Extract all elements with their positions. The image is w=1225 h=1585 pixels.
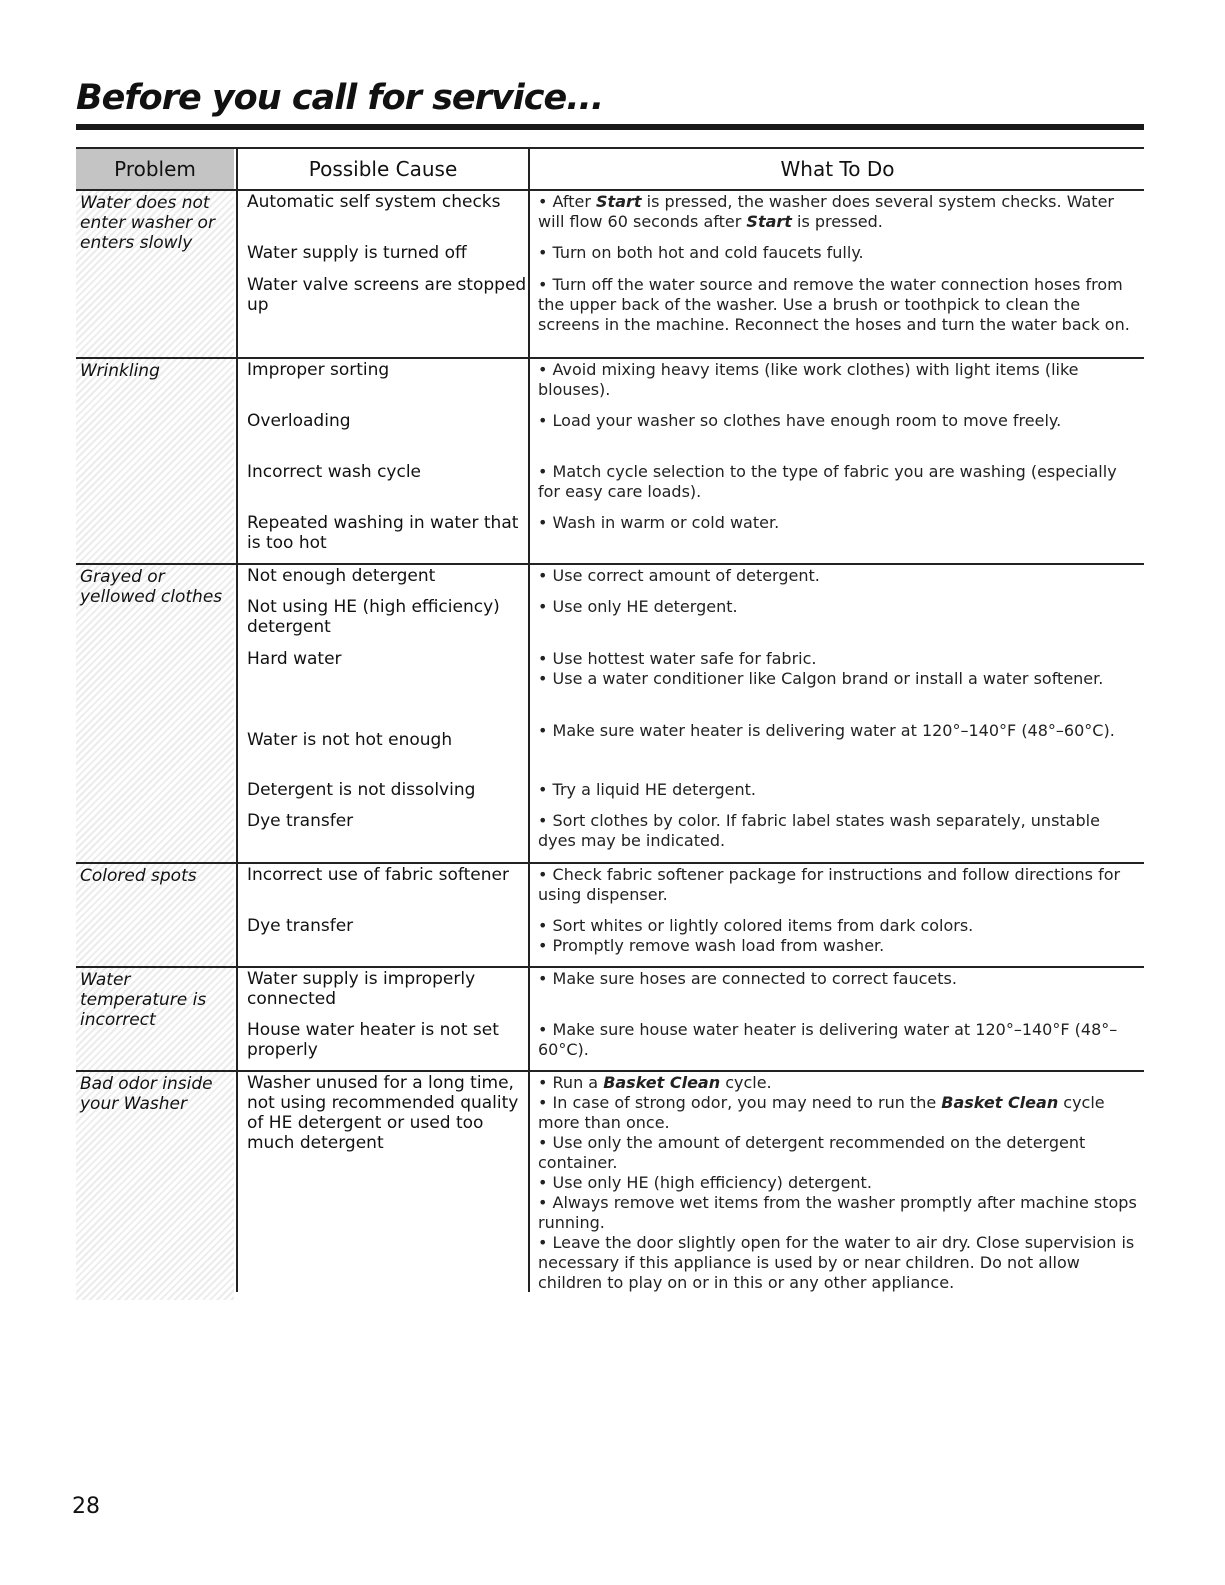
todo-text: • Check fabric softener package for instructions and follow directions for using dispenser.	[538, 865, 1121, 904]
header-what-to-do: What To Do	[780, 157, 895, 181]
cause-text: Hard water	[247, 649, 342, 669]
table-row	[76, 1019, 1144, 1069]
problem-group	[76, 565, 1144, 864]
problem-label: Colored spots	[80, 866, 197, 886]
problem-label: Water does not enter washer or enters slowly	[80, 193, 215, 253]
problem-label: Grayed or yellowed clothes	[80, 567, 223, 607]
keyword-text: Basket Clean	[941, 1093, 1059, 1112]
cause-text: Water valve screens are stopped up	[247, 275, 527, 315]
todo-text: • Sort whites or lightly colored items from dark colors. • Promptly remove wash load from washer.	[538, 916, 974, 955]
table-row	[76, 410, 1144, 460]
page-number: 28	[72, 1494, 100, 1519]
table-row	[76, 1072, 1144, 1298]
cause-text: House water heater is not set properly	[247, 1020, 499, 1060]
todo-text: • After Start is pressed, the washer does several system checks. Water will flow 60 seconds after Start is pressed.	[538, 192, 1114, 231]
todo-text: • Make sure water heater is delivering water at 120°–140°F (48°–60°C).	[538, 721, 1115, 740]
table-row	[76, 779, 1144, 809]
cause-text: Washer unused for a long time, not using recommended quality of HE detergent or used too much detergent	[247, 1073, 519, 1153]
problem-label: Water temperature is incorrect	[80, 970, 207, 1030]
todo-text: • Avoid mixing heavy items (like work clothes) with light items (like blouses).	[538, 360, 1079, 399]
todo-text: • Load your washer so clothes have enough room to move freely.	[538, 411, 1062, 430]
table-row	[76, 596, 1144, 646]
cause-text: Water supply is improperly connected	[247, 969, 476, 1009]
table-row	[76, 720, 1144, 770]
todo-text: • Make sure hoses are connected to correct faucets.	[538, 969, 957, 988]
todo-text: • Turn on both hot and cold faucets fully.	[538, 243, 864, 262]
problem-group	[76, 968, 1144, 1072]
header-problem: Problem	[76, 149, 234, 189]
todo-text: • Use hottest water safe for fabric. • Use a water conditioner like Calgon brand or install a water softener.	[538, 649, 1104, 688]
todo-text: • Run a Basket Clean cycle. • In case of strong odor, you may need to run the Basket Clean cycle more than once. • Use only the amount of detergent recommended on the detergent container. • Use only HE (high efficiency) detergent. • Always remove wet items from the washer promptly after machine stops running. • Leave the door slightly open for the water to air dry. Close supervision is necessary if this appliance is used by or near children. Do not allow children to play on or in this or any other appliance.	[538, 1073, 1137, 1292]
page-title: Before you call for service...	[76, 78, 604, 118]
table-row	[76, 810, 1144, 860]
todo-text: • Wash in warm or cold water.	[538, 513, 780, 532]
table-row	[76, 565, 1144, 595]
todo-text: • Match cycle selection to the type of fabric you are washing (especially for easy care loads).	[538, 462, 1117, 501]
table-row	[76, 915, 1144, 965]
troubleshooting-table	[76, 147, 1144, 1300]
cause-text: Incorrect wash cycle	[247, 462, 422, 482]
keyword-text: Start	[596, 192, 642, 211]
problem-label: Wrinkling	[80, 361, 160, 381]
problem-group	[76, 359, 1144, 565]
cause-text: Repeated washing in water that is too hot	[247, 513, 519, 553]
title-rule	[76, 124, 1144, 130]
table-row	[76, 968, 1144, 1018]
cause-text: Dye transfer	[247, 811, 354, 831]
table-header	[76, 147, 1144, 191]
table-row	[76, 648, 1144, 708]
problem-group	[76, 864, 1144, 968]
table-row	[76, 864, 1144, 914]
keyword-text: Basket Clean	[603, 1073, 721, 1092]
todo-text: • Make sure house water heater is delivering water at 120°–140°F (48°–60°C).	[538, 1020, 1118, 1059]
keyword-text: Start	[746, 212, 792, 231]
table-row	[76, 359, 1144, 409]
table-row	[76, 274, 1144, 356]
cause-text: Detergent is not dissolving	[247, 780, 476, 800]
table-row	[76, 191, 1144, 241]
problem-group	[76, 1072, 1144, 1300]
todo-text: • Use correct amount of detergent.	[538, 566, 820, 585]
cause-text: Water supply is turned off	[247, 243, 467, 263]
cause-text: Overloading	[247, 411, 351, 431]
todo-text: • Turn off the water source and remove the water connection hoses from the upper back of the washer. Use a brush or toothpick to clean the screens in the machine. Reconnect the hoses and turn the water back on.	[538, 275, 1130, 334]
todo-text: • Use only HE detergent.	[538, 597, 738, 616]
cause-text: Incorrect use of fabric softener	[247, 865, 509, 885]
cause-text: Automatic self system checks	[247, 192, 501, 212]
table-row	[76, 242, 1144, 272]
problem-group	[76, 191, 1144, 359]
cause-text: Not enough detergent	[247, 566, 436, 586]
cause-text: Improper sorting	[247, 360, 390, 380]
table-row	[76, 512, 1144, 562]
cause-text: Not using HE (high efficiency) detergent	[247, 597, 500, 637]
todo-text: • Try a liquid HE detergent.	[538, 780, 756, 799]
cause-text: Dye transfer	[247, 916, 354, 936]
table-row	[76, 461, 1144, 511]
problem-label: Bad odor inside your Washer	[80, 1074, 213, 1114]
header-possible-cause: Possible Cause	[308, 157, 458, 181]
cause-text: Water is not hot enough	[247, 730, 453, 750]
todo-text: • Sort clothes by color. If fabric label states wash separately, unstable dyes may be indicated.	[538, 811, 1100, 850]
